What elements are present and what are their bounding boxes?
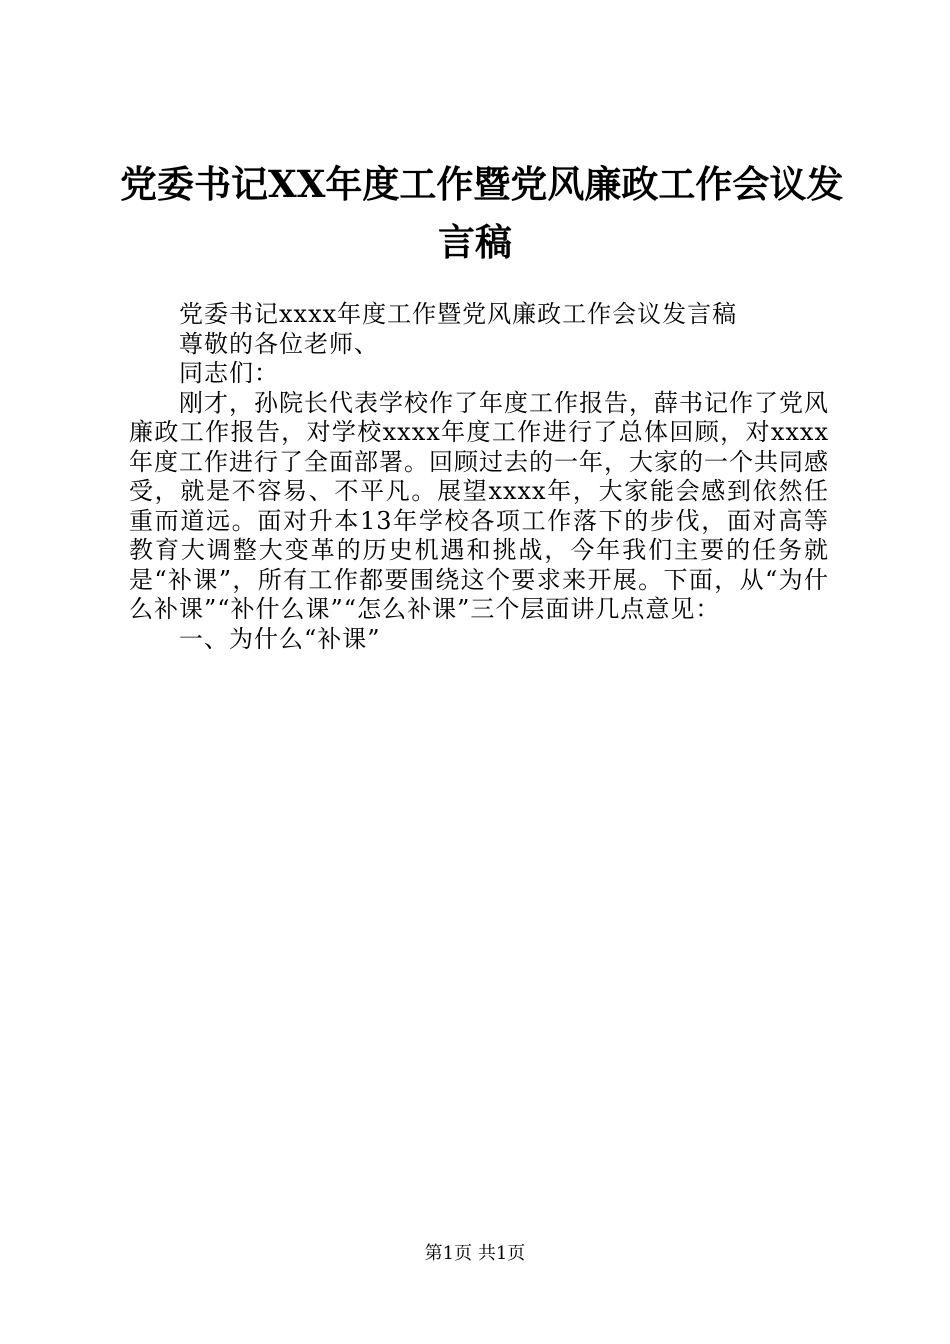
paragraph-salutation-1: 尊敬的各位老师、 [179, 329, 379, 358]
document-body [129, 300, 829, 654]
paragraph-subtitle: 党委书记xxxx年度工作暨党风廉政工作会议发言稿 [179, 300, 738, 328]
document-title-line-1: 党委书记XX年度工作暨党风廉政工作会议发 [120, 162, 844, 206]
paragraph-salutation-2: 同志们： [179, 359, 279, 387]
paragraph-main: 刚才，孙院长代表学校作了年度工作报告，薛书记作了党风廉政工作报告，对学校xxxx年度工作进行了总体回顾，对xxxx年度工作进行了全面部署。回顾过去的一年，大家的一个共同感受，就是不容易、不平凡。展望xxxx年，大家能会感到依然任重而道远。面对升本13年学校各项工作落下的步伐，面对高等教育大调整大变革的历史机遇和挑战，今年我们主要的任务就是“补课”，所有工作都要围绕这个要求来开展。下面，从“为什么补课”“补什么课”“怎么补课”三个层面讲几点意见： [129, 388, 829, 623]
page-footer: 第1页 共1页 [424, 1243, 526, 1264]
document-title-line-2: 言稿 [438, 220, 512, 264]
paragraph-section-heading: 一、为什么“补课” [179, 624, 381, 653]
